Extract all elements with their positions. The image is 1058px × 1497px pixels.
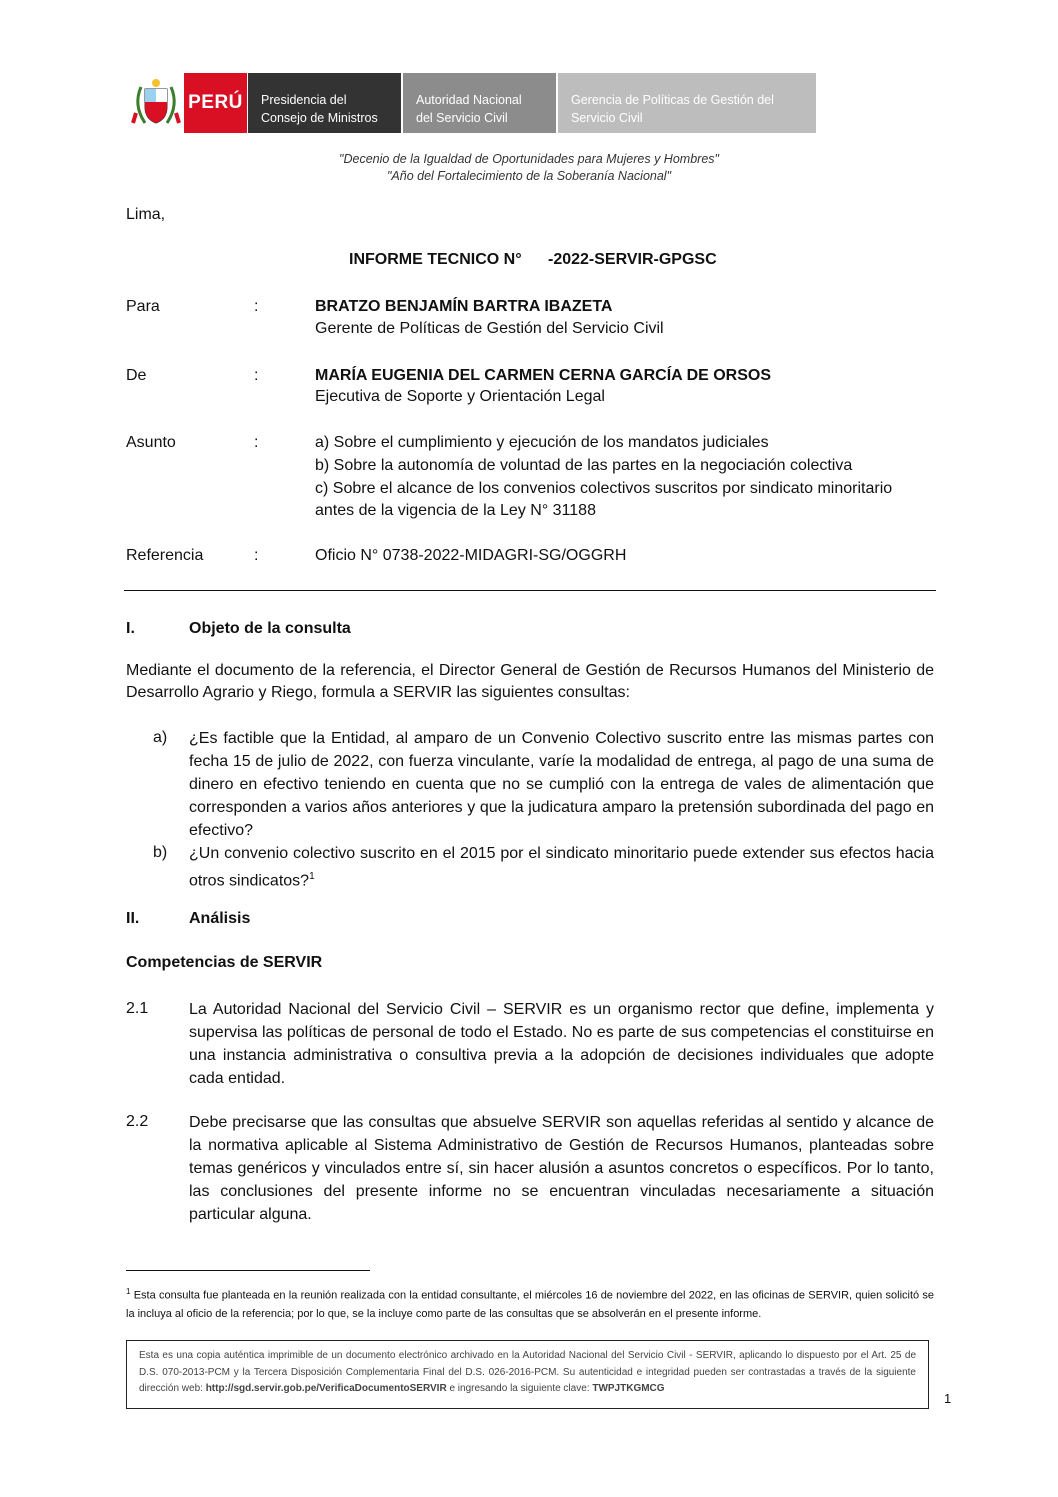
consulta-b-letter: b) [153,844,168,861]
asunto-line: b) Sobre la autonomía de voluntad de las partes en la negociación colectiva [315,457,853,474]
asunto-line: c) Sobre el alcance de los convenios colectivos suscritos por sindicato minoritario [315,480,893,497]
verification-url[interactable]: http://sgd.servir.gob.pe/VerificaDocumentoSERVIR [205,1383,447,1394]
motto-line-1: "Decenio de la Igualdad de Oportunidades para Mujeres y Hombres" [339,152,719,166]
peru-logo: PERÚ [184,73,247,133]
header-entity-pcm: Presidencia del Consejo de Ministros [248,73,401,133]
referencia-label: Referencia [126,547,204,564]
footnote-ref[interactable]: 1 [309,871,315,882]
motto-line-2: "Año del Fortalecimiento de la Soberanía Nacional" [386,169,672,183]
asunto-colon: : [254,434,259,451]
peru-coat-of-arms-icon [131,75,181,131]
footnote-text: Esta consulta fue planteada en la reunión realizada con la entidad consultante, el miércoles 16 de noviembre del 2022, en las oficinas de SERVIR, quien solicitó se la incluya al oficio de la referencia; por lo que, se la incluye como parte de las consultas que se absolverán en el presente informe. [126,1289,934,1320]
para-label: Para [126,298,160,315]
de-colon: : [254,367,259,384]
page-number: 1 [944,1391,952,1406]
authenticity-notice [126,1340,929,1409]
asunto-line: antes de la vigencia de la Ley N° 31188 [315,502,596,519]
report-number-prefix: INFORME TECNICO N° [349,251,522,268]
consulta-b [189,842,934,892]
authenticity-key-label: e ingresando la siguiente clave: [446,1383,593,1394]
header-entity-gerencia: Gerencia de Políticas de Gestión del Servicio Civil [558,73,816,133]
de-name: MARÍA EUGENIA DEL CARMEN CERNA GARCÍA DE ORSOS [315,367,772,384]
footnote-divider [126,1270,370,1271]
consulta-a-letter: a) [153,729,168,746]
verification-key: TWPJTKGMCG [592,1383,665,1394]
section-1-number: I. [126,620,135,637]
de-role: Ejecutiva de Soporte y Orientación Legal [315,388,605,405]
referencia-value: Oficio N° 0738-2022-MIDAGRI-SG/OGGRH [315,547,627,564]
referencia-colon: : [254,547,259,564]
section-2-subtitle: Competencias de SERVIR [126,954,323,971]
asunto-label: Asunto [126,434,176,451]
para-2-1-number: 2.1 [126,1000,149,1017]
consulta-a-text: ¿Es factible que la Entidad, al amparo de un Convenio Colectivo suscrito entre las mismas partes con fecha 15 de julio de 2022, con fuerza vinculante, varíe la modalidad de entrega, al pago de una suma de dinero en efectivo teniendo en cuenta que no se cumplió con la entrega de vales de alimentación que corresponden a varios años anteriores y que la judicatura amparo la pretensión subordinada del pago en efectivo? [189,730,934,839]
place-date: Lima, [126,206,166,223]
para-role: Gerente de Políticas de Gestión del Servicio Civil [315,320,664,337]
header-entity-servir: Autoridad Nacional del Servicio Civil [403,73,556,133]
authenticity-text: Esta es una copia auténtica imprimible de un documento electrónico archivado en la Autoridad Nacional del Servicio Civil - SERVIR, aplicando lo dispuesto por el Art. 25 de D.S. 070-2013-PCM y la Tercera Disposición Complementaria Final del D.S. 026-2016-PCM. Su autenticidad e integridad pueden ser contrastadas a través de la siguiente dirección web: [139,1350,916,1394]
para-2-1-text: La Autoridad Nacional del Servicio Civil – SERVIR es un organismo rector que define, implementa y supervisa las políticas de personal de todo el Estado. No es parte de sus competencias el constituirse en una instancia administrativa o consultiva previa a la adopción de decisiones individuales que adopte cada entidad. [189,1001,934,1087]
header-divider [124,590,936,591]
para-2-2-number: 2.2 [126,1113,149,1130]
para-2-2-text: Debe precisarse que las consultas que absuelve SERVIR son aquellas referidas al sentido y alcance de la normativa aplicable al Sistema Administrativo de Gestión de Recursos Humanos, planteadas sobre temas genéricos y vinculados entre sí, sin hacer alusión a asuntos concretos o específicos. Por lo tanto, las conclusiones del presente informe no se encuentran vinculadas necesariamente a situación particular alguna. [189,1114,934,1223]
consulta-b-text: ¿Un convenio colectivo suscrito en el 2015 por el sindicato minoritario puede extender sus efectos hacia otros sindicatos? [189,845,934,890]
report-number-suffix: -2022-SERVIR-GPGSC [548,251,717,268]
para-colon: : [254,298,259,315]
footnote [126,1283,934,1323]
section-1-intro: Mediante el documento de la referencia, el Director General de Gestión de Recursos Humanos del Ministerio de Desarrollo Agrario y Riego, formula a SERVIR las siguientes consultas: [126,662,934,701]
section-2-number: II. [126,910,140,927]
footnote-mark: 1 [126,1287,131,1296]
para-name: BRATZO BENJAMÍN BARTRA IBAZETA [315,298,613,315]
asunto-line: a) Sobre el cumplimiento y ejecución de los mandatos judiciales [315,434,769,451]
section-1-title: Objeto de la consulta [189,620,351,637]
section-2-title: Análisis [189,910,251,927]
de-label: De [126,367,147,384]
